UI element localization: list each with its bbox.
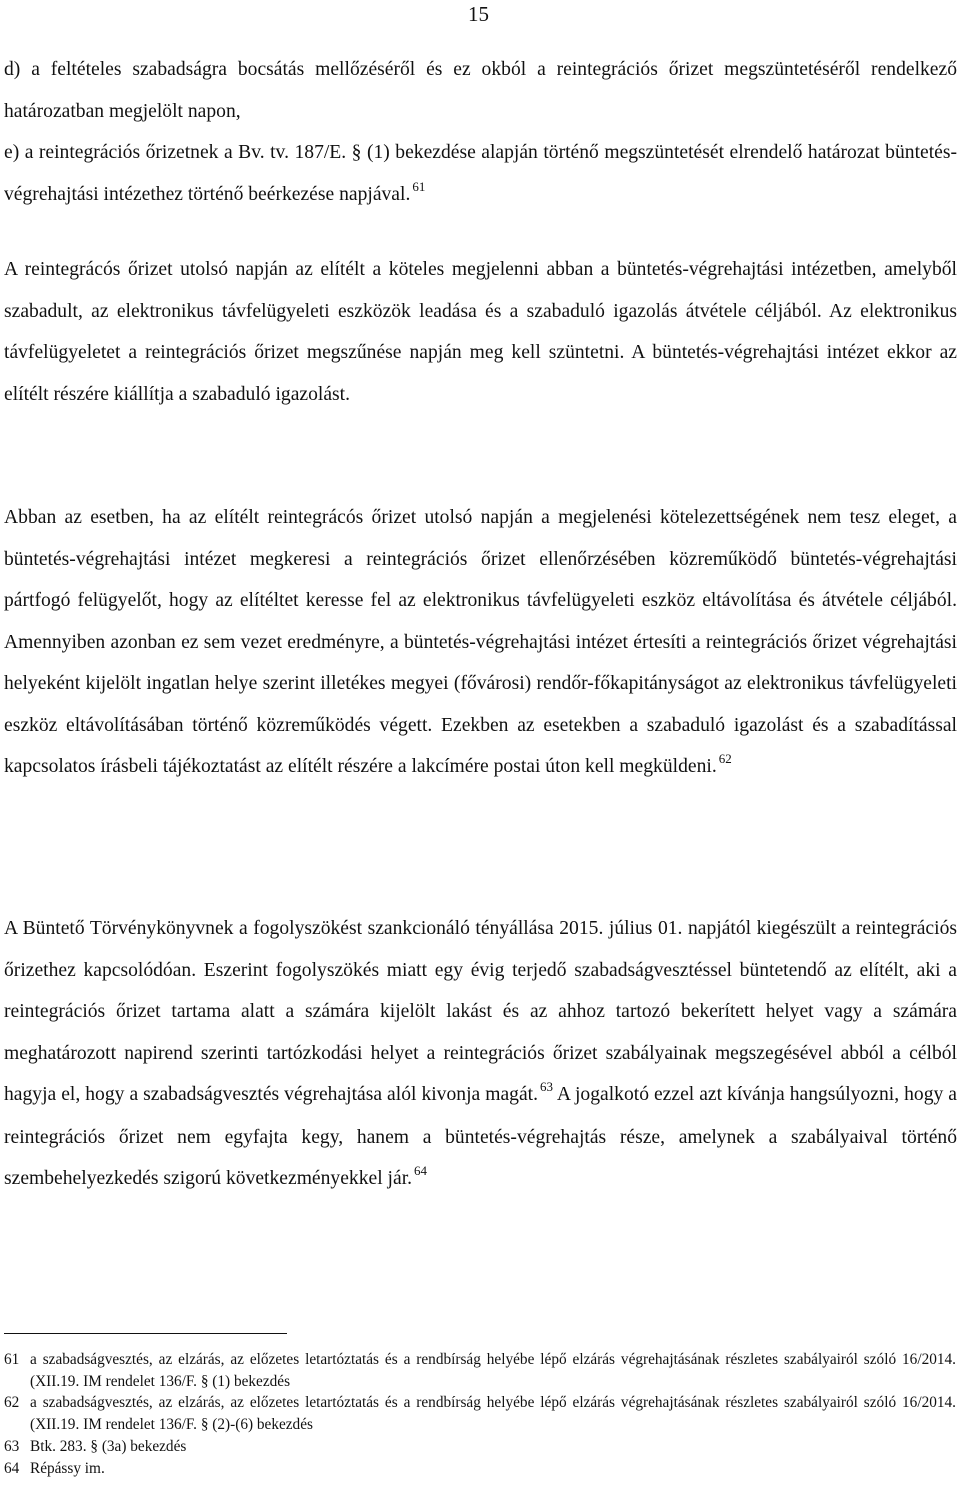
paragraph-criminal-code — [4, 908, 957, 1201]
footnote-reference-62[interactable]: 62 — [718, 751, 732, 766]
paragraph-list-items — [4, 49, 957, 216]
footnote-number: 64 — [4, 1459, 20, 1477]
footnote-64 — [4, 1458, 956, 1480]
footnote-text: a szabadságvesztés, az elzárás, az előzetes letartóztatás és a rendbírság helyébe lépő elzárás végrehajtásának részletes szabályairól szóló 16/2014. (XII.19. IM rendelet 136/F. § (1) bekezdés — [30, 1351, 956, 1390]
paragraph-last-day: A reintegrácós őrizet utolsó napján az elítélt a köteles megjelenni abban a büntetés-végrehajtási intézetben, amelyből szabadult, az elektronikus távfelügyeleti eszközök leadása és a szabaduló igazolás átvétele céljából. Az elektronikus távfelügyeletet a reintegrációs őrizet megszűnése napján meg kell szüntetni. A büntetés-végrehajtási intézet ekkor az elítélt részére kiállítja a szabaduló igazolást. — [4, 259, 957, 405]
footnote-63 — [4, 1436, 956, 1458]
paragraph-failure-to-appear — [4, 497, 957, 789]
footnote-reference-63[interactable]: 63 — [539, 1079, 553, 1094]
list-item-d: d) a feltételes szabadságra bocsátás mellőzéséről és ez okból a reintegrációs őrizet megszüntetéséről rendelkező határozatban megjelölt napon, — [4, 59, 957, 122]
footnote-62 — [4, 1392, 956, 1435]
footnote-number: 63 — [4, 1437, 20, 1455]
footnote-text: Répássy im. — [30, 1459, 105, 1477]
footnote-number: 61 — [4, 1351, 20, 1368]
footnote-separator — [4, 1333, 287, 1334]
paragraph-criminal-code-text-b: A jogalkotó ezzel azt kívánja hangsúlyozni, hogy a reintegrációs őrizet nem egyfajta kegy, hanem a büntetés-végrehajtás része, amelynek a szabályaival történő szembehelyezkedés szigorú következményekkel jár. — [4, 1084, 957, 1189]
page-number: 15 — [468, 2, 489, 26]
footnote-reference-64[interactable]: 64 — [414, 1163, 428, 1178]
footnote-text: Btk. 283. § (3a) bekezdés — [30, 1437, 187, 1455]
footnote-text: a szabadságvesztés, az elzárás, az előzetes letartóztatás és a rendbírság helyébe lépő elzárás végrehajtásának részletes szabályairól szóló 16/2014. (XII.19. IM rendelet 136/F. § (2)-(6) bekezdés — [30, 1394, 956, 1434]
footnote-61 — [4, 1349, 956, 1392]
paragraph-failure-to-appear-text: Abban az esetben, ha az elítélt reintegrácós őrizet utolsó napján a megjelenési kötelezettségének nem tesz eleget, a büntetés-végrehajtási intézet megkeresi a reintegrációs őrizet ellenőrzésében közreműködő büntetés-végrehajtási pártfogó felügyelőt, hogy az elítéltet keresse fel az elektronikus távfelügyeleti eszköz eltávolítása és átvétele céljából. Amennyiben azonban ez sem vezet eredményre, a büntetés-végrehajtási intézet értesíti a reintegrációs őrizet végrehajtási helyeként kijelölt ingatlan helye szerint illetékes megyei (fővárosi) rendőr-főkapitányságot az elektronikus távfelügyeleti eszköz eltávolításában történő közreműködés végett. Ezekben az esetekben a szabaduló igazolást és a szabadítással kapcsolatos írásbeli tájékoztatást az elítélt részére a lakcímére postai úton kell megküldeni. — [4, 507, 957, 777]
footnote-reference-61[interactable]: 61 — [412, 178, 426, 194]
footnote-number: 62 — [4, 1394, 20, 1412]
paragraph-criminal-code-text-a: A Büntető Törvénykönyvnek a fogolyszökést szankcionáló tényállása 2015. július 01. napjától kiegészült a reintegrációs őrizethez kapcsolódóan. Eszerint fogolyszökés miatt egy évig terjedő szabadságvesztéssel büntetendő az elítélt, aki a reintegrációs őrizet tartama alatt a számára kijelölt lakást és az ahhoz tartozó bekerített helyet vagy a számára meghatározott napirend szerinti tartózkodási helyet a reintegrációs őrizet szabályainak megszegésével abból a célból hagyja el, hogy a szabadságvesztés végrehajtása alól kivonja magát. — [4, 918, 957, 1105]
footnotes-section — [4, 1349, 956, 1479]
list-item-e: e) a reintegrációs őrizetnek a Bv. tv. 187/E. § (1) bekezdése alapján történő megszüntetését elrendelő határozat büntetés-végrehajtási intézethez történő beérkezése napjával. — [4, 142, 957, 205]
